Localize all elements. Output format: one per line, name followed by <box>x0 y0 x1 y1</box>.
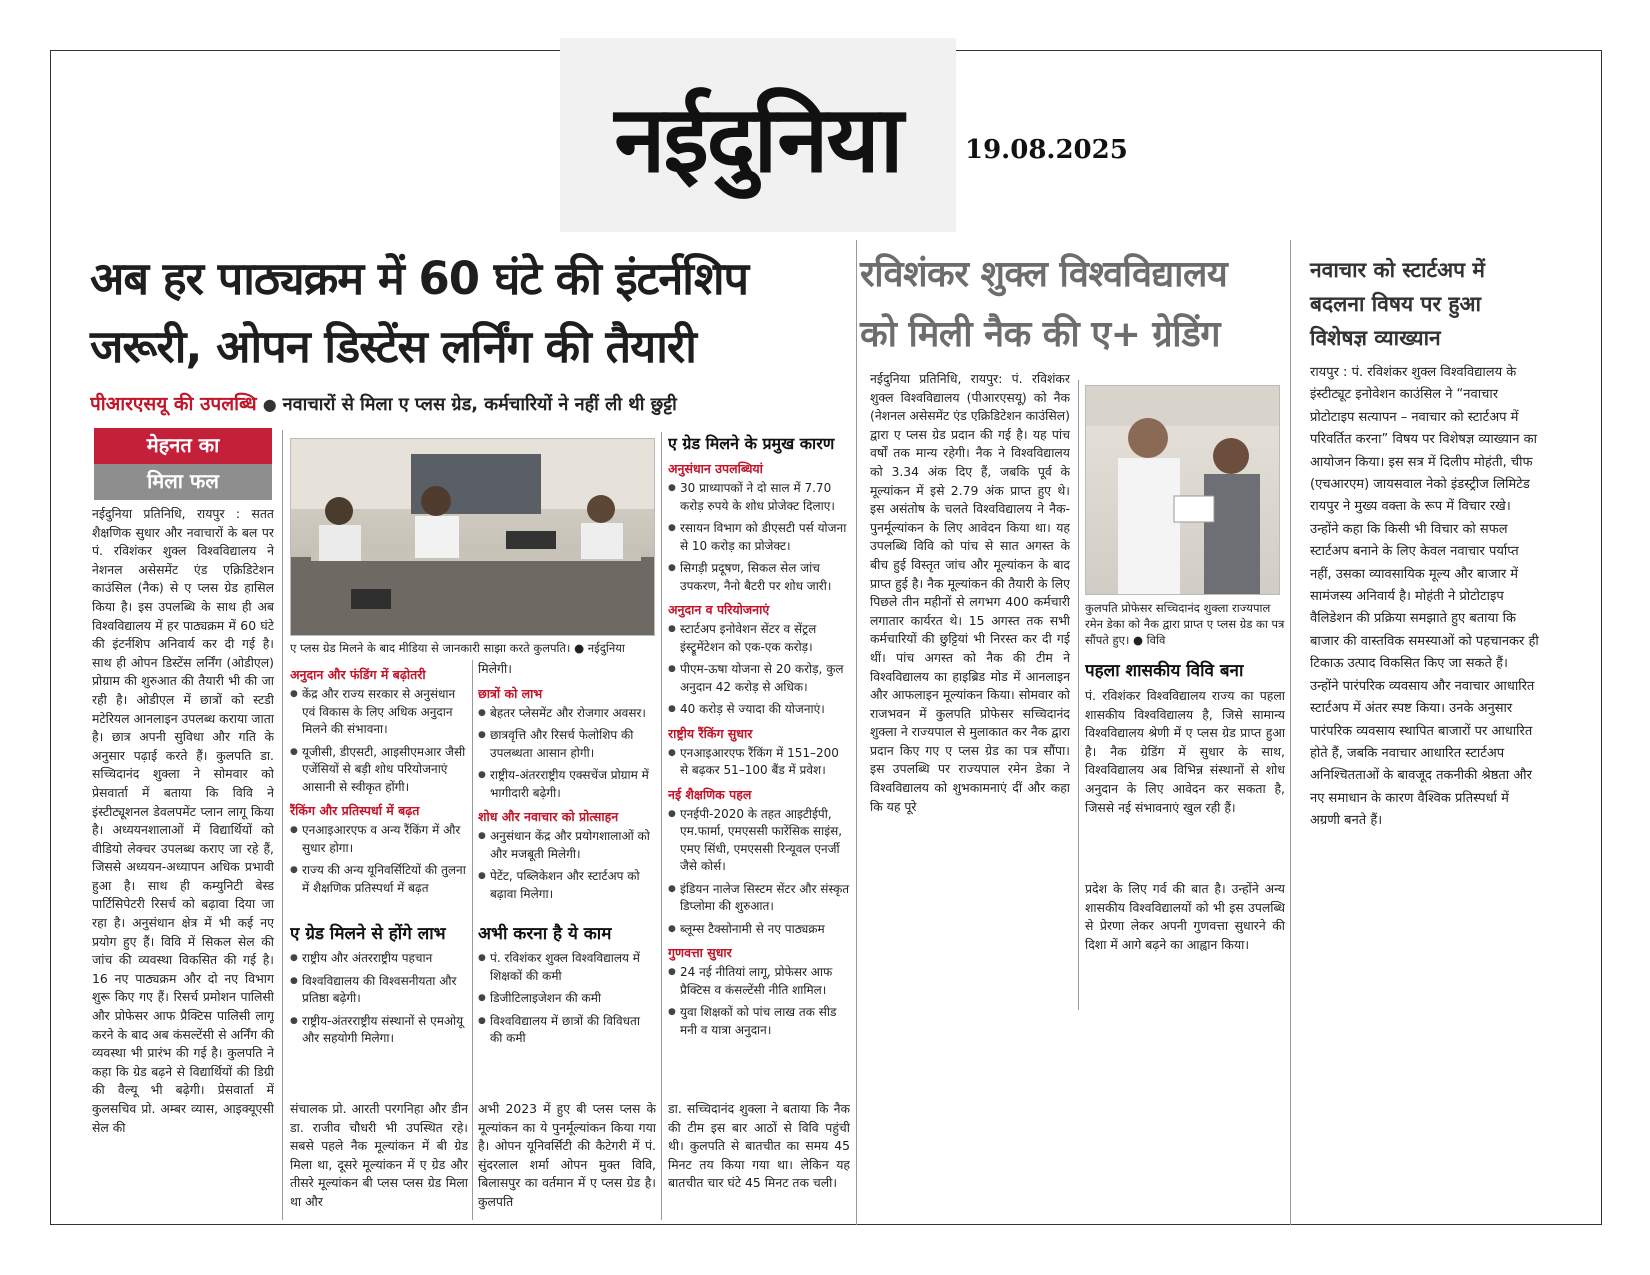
third-story-text: रायपुर : पं. रविशंकर शुक्ल विश्वविद्यालय के इंस्टीट्यूट इनोवेशन काउंसिल ने “नवाचार प्रोटोटाइप सत्यापन – नवाचार को स्टार्टअप में परिवर्तित करना” विषय पर विशेषज्ञ व्याख्यान का आयोजन किया। इस सत्र में दिलीप मोहंती, चीफ (एचआरएम) जायसवाल नेको इंडस्ट्रीज लिमिटेड रायपुर ने मुख्य वक्ता के रूप में विचार रखे। उन्होंने कहा कि किसी भी विचार को सफल स्टार्टअप बनाने के लिए केवल नवाचार पर्याप्त नहीं, उसका व्यावसायिक मूल्य और बाजार में सामंजस्य अनिवार्य है। मोहंती ने प्रोटोटाइप वैलिडेशन की प्रक्रिया समझाते हुए बताया कि बाजार की वास्तविक समस्याओं को पहचानकर ही टिकाऊ उत्पाद विकसित किए जा सकते हैं। उन्होंने पारंपरिक व्यवसाय और नवाचार आधारित स्टार्टअप में अंतर स्पष्ट किया। उनके अनुसार पारंपरिक व्यवसाय स्थापित बाजारों पर आधारित होते हैं, जबकि नवाचार आधारित स्टार्टअप अनिश्चितताओं के बावजूद तकनीकी श्रेष्ठता और नए समाधान के कारण वैश्विक प्रतिस्पर्धा में अग्रणी बनते हैं। <box>1310 365 1539 829</box>
todo-title: अभी करना है ये काम <box>478 924 612 944</box>
research-bullet: ● अनुसंधान केंद्र और प्रयोगशालाओं को और मजबूती मिलेगी। <box>478 828 656 863</box>
third-headline-line2: बदलना विषय पर हुआ <box>1310 292 1481 316</box>
second-headline-line1: रविशंकर शुक्ल विश्वविद्यालय <box>860 254 1228 295</box>
reasons-bullet: ● 24 नई नीतियां लागू, प्रोफेसर आफ प्रैक्टिस व कंसल्टेंसी नीति शामिल। <box>668 964 850 999</box>
research-section-title: शोध और नवाचार को प्रोत्साहन <box>478 809 619 825</box>
todo-bullet: ● पं. रविशंकर शुक्ल विश्वविद्यालय में शिक्षकों की कमी <box>478 950 656 985</box>
reasons-bullet: ● एनईपी-2020 के तहत आइटीईपी, एम.फार्मा, एमएससी फारेंसिक साइंस, एमए सिंधी, एमएससी रिन्यूवल एनर्जी जैसे कोर्स। <box>668 806 850 876</box>
governor-photo-caption: कुलपति प्रोफेसर सच्चिदानंद शुक्ला राज्यपाल रमेन डेका को नैक द्वारा प्राप्त ए प्लस ग्रेड का पत्र सौंपते हुए। ● विवि <box>1085 601 1285 647</box>
bottom-column3-text: अभी 2023 में हुए बी प्लस प्लस के मूल्यांकन का ये पुनर्मूल्यांकन किया गया है। ओपन यूनिवर्सिटी की कैटेगरी में पं. सुंदरलाल शर्मा ओपन मुक्त विवि, बिलासपुर का वर्तमान में ए प्लस ग्रेड है। कुलपति <box>478 1101 656 1209</box>
students-bullet: ● राष्ट्रीय-अंतरराष्ट्रीय एक्सचेंज प्रोग्राम में भागीदारी बढ़ेगी। <box>478 767 656 802</box>
second-story-subhead: पहला शासकीय विवि बना <box>1085 661 1244 681</box>
story-divider <box>1290 240 1291 1225</box>
column-divider <box>472 660 473 1220</box>
research-bullet: ● पेटेंट, पब्लिकेशन और स्टार्टअप को बढ़ावा मिलेगा। <box>478 868 656 900</box>
second-story-text3: प्रदेश के लिए गर्व की बात है। उन्होंने अन्य शासकीय विश्वविद्यालयों को भी इस उपलब्धि से प्रेरणा लेकर अपनी गुणवत्ता सुधारने की दिशा में आगे बढ़ने का आह्वान किया। <box>1085 881 1285 952</box>
bottom-column2-text: संचालक प्रो. आरती परगनिहा और डीन डा. राजीव चौधरी भी उपस्थित रहे। सबसे पहले नैक मूल्यांकन में बी ग्रेड मिला था, दूसरे मूल्यांकन में ए ग्रेड और तीसरे मूल्यांकन बी प्लस प्लस ग्रेड मिला था और <box>290 1101 468 1209</box>
reasons-bullet: ● रसायन विभाग को डीएसटी पर्स योजना से 10 करोड़ का प्रोजेक्ट। <box>668 520 850 555</box>
main-headline <box>90 245 860 381</box>
funding-bullet: ● यूजीसी, डीएसटी, आइसीएमआर जैसी एजेंसियों से बड़ी शोध परियोजनाएं आसानी से स्वीकृत होंगी। <box>290 744 468 797</box>
column-divider <box>282 430 283 1220</box>
badge-bottom: मिला फल <box>94 464 272 500</box>
ranking-bullet: ● एनआइआरएफ व अन्य रैंकिंग में और सुधार होगा। <box>290 822 468 857</box>
ranking-section-title: रैंकिंग और प्रतिस्पर्धा में बढ़त <box>290 803 420 818</box>
main-kicker: पीआरएसयू की उपलब्धि <box>90 393 257 415</box>
reasons-section-title: अनुदान व परियोजनाएं <box>668 602 770 617</box>
press-conference-illustration <box>291 439 655 636</box>
reasons-bullet: ● पीएम-ऊषा योजना से 20 करोड़, कुल अनुदान 42 करोड़ से अधिक। <box>668 661 850 696</box>
second-headline-line2: को मिली नैक की ए+ ग्रेडिंग <box>860 314 1221 355</box>
reasons-section-title: राष्ट्रीय रैंकिंग सुधार <box>668 725 753 741</box>
main-column3-box <box>478 660 656 900</box>
reasons-bullet: ● सिगड़ी प्रदूषण, सिकल सेल जांच उपकरण, नैनो बैटरी पर शोध जारी। <box>668 560 850 595</box>
column3-intro: मिलेगी। <box>478 661 512 676</box>
governor-photo <box>1085 385 1280 595</box>
students-bullet: ● बेहतर प्लेसमेंट और रोजगार अवसर। <box>478 705 656 723</box>
funding-bullet: ● केंद्र और राज्य सरकार से अनुसंधान एवं विकास के लिए अधिक अनुदान मिलने की संभावना। <box>290 686 468 739</box>
main-kicker-row <box>90 390 860 416</box>
badge-top: मेहनत का <box>94 428 272 464</box>
benefits-bullet: ● राष्ट्रीय और अंतरराष्ट्रीय पहचान <box>290 950 468 968</box>
bottom-column4-text: डा. सच्चिदानंद शुक्ला ने बताया कि नैक की टीम इस बार आठों से विवि पहुंची थी। कुलपति से बातचीत का समय 45 मिनट तय किया गया था। लेकिन यह बातचीत चार घंटे 45 मिनट तक चली। <box>668 1101 850 1191</box>
reasons-section-title: अनुसंधान उपलब्धियां <box>668 461 763 476</box>
todo-bullet: ● विश्वविद्यालय में छात्रों की विविधता की कमी <box>478 1013 656 1048</box>
reasons-bullet: ● इंडियन नालेज सिस्टम सेंटर और संस्कृत डिप्लोमा की शुरुआत। <box>668 881 850 916</box>
benefits-bullet: ● विश्वविद्यालय की विश्वसनीयता और प्रतिष्ठा बढ़ेगी। <box>290 973 468 1008</box>
funding-section-title: अनुदान और फंडिंग में बढ़ोतरी <box>290 667 426 682</box>
main-column1-text: नईदुनिया प्रतिनिधि, रायपुर : सतत शैक्षणिक सुधार और नवाचारों के बल पर पं. रविशंकर शुक्ल विश्वविद्यालय ने नेशनल असेसमेंट एंड एक्रिडिटेशन काउंसिल (नैक) से ए प्लस ग्रेड हासिल किया है। इस उपलब्धि के साथ ही अब विश्वविद्यालय में हर पाठ्यक्रम में 60 घंटे की इंटर्नशिप अनिवार्य कर दी गई है। साथ ही ओपन डिस्टेंस लर्निंग (ओडीएल) प्रोग्राम की शुरुआत की तैयारी भी की जा रही है। ओडीएल में छात्रों को स्टडी मटेरियल आनलाइन उपलब्ध कराया जाता है। छात्र अपनी सुविधा और गति के अनुसार पढ़ाई करते हैं। कुलपति डा. सच्चिदानंद शुक्ला ने सोमवार को प्रेसवार्ता में बताया कि विवि ने इंस्टीट्यूशनल डेवलपमेंट प्लान लागू किया है। अध्ययनशालाओं में विद्यार्थियों को वीडियो लेक्चर उपलब्ध कराए जा रहे हैं, जिससे अध्ययन-अध्यापन अधिक प्रभावी हुआ है। साथ ही कम्युनिटी बेस्ड पार्टिसिपेटरी रिसर्च को बढ़ावा दिया जा रहा है। अनुसंधान क्षेत्र में भी कई नए प्रयोग हुए हैं। विवि में सिकल सेल की जांच की व्यवस्था विकसित की गई है। 16 नए पाठ्यक्रम और दो नए विभाग शुरू किए गए हैं। रिसर्च प्रमोशन पालिसी और प्रोफेसर आफ प्रैक्टिस पालिसी लागू करने के बाद अब कंसल्टेंसी से अर्निंग की व्यवस्था भी प्रारंभ की गई है। कुलपति ने कहा कि ग्रेड बढ़ने से विद्यार्थियों की डिग्री की वैल्यू भी बढ़ेगी। प्रेसवार्ता में कुलसचिव प्रो. अम्बर व्यास, आइक्यूएसी सेल की <box>92 506 274 1135</box>
todo-box <box>478 915 656 1095</box>
reasons-bullet: ● युवा शिक्षकों को पांच लाख तक सीड मनी व यात्रा अनुदान। <box>668 1004 850 1039</box>
students-section-title: छात्रों को लाभ <box>478 685 543 701</box>
press-conference-photo <box>290 438 655 636</box>
column-divider <box>661 432 662 1220</box>
second-headline <box>860 245 1240 365</box>
ranking-bullet: ● राज्य की अन्य यूनिवर्सिटियों की तुलना में शैक्षणिक प्रतिस्पर्धा में बढ़त <box>290 862 468 897</box>
third-headline <box>1310 253 1530 355</box>
bullet-icon: ● <box>262 395 277 414</box>
reasons-bullet: ● ब्लूम्स टैक्सोनामी से नए पाठ्यक्रम <box>668 921 850 939</box>
students-bullet: ● छात्रवृत्ति और रिसर्च फेलोशिप की उपलब्धता आसान होगी। <box>478 727 656 762</box>
reasons-box <box>668 432 850 1097</box>
press-photo-caption: ए प्लस ग्रेड मिलने के बाद मीडिया से जानकारी साझा करते कुलपति। ● नईदुनिया <box>290 641 625 655</box>
story-divider <box>856 240 857 1225</box>
second-story-text2: पं. रविशंकर विश्वविद्यालय राज्य का पहला शासकीय विश्वविद्यालय है, जिसे सामान्य विश्वविद्यालय श्रेणी में ए प्लस ग्रेड प्राप्त हुआ है। नैक ग्रेडिंग में सुधार के साथ, विश्वविद्यालय अब विभिन्न संस्थानों से शोध अनुदान के लिए आवेदन कर सकता है, जिससे नई संभावनाएं खुल रही हैं। <box>1085 688 1285 815</box>
todo-bullet: ● डिजीटिलाइजेशन की कमी <box>478 990 656 1008</box>
main-headline-line2: जरूरी, ओपन डिस्टेंस लर्निंग की तैयारी <box>90 320 696 373</box>
main-column2-box <box>290 660 468 900</box>
reasons-title: ए ग्रेड मिलने के प्रमुख कारण <box>668 434 835 453</box>
third-headline-line1: नवाचार को स्टार्टअप में <box>1310 258 1485 282</box>
main-headline-line1: अब हर पाठ्यक्रम में 60 घंटे की इंटर्नशिप <box>90 252 749 305</box>
benefits-bullet: ● राष्ट्रीय-अंतरराष्ट्रीय संस्थानों से एमओयू और सहयोगी मिलेगा। <box>290 1013 468 1048</box>
main-subhead: नवाचारों से मिला ए प्लस ग्रेड, कर्मचारियों ने नहीं ली थी छुट्टी <box>282 394 677 415</box>
governor-handover-illustration <box>1086 386 1280 595</box>
reasons-bullet: ● एनआइआरएफ रैंकिंग में 151–200 से बढ़कर 51–100 बैंड में प्रवेश। <box>668 745 850 780</box>
reasons-bullet: ● 30 प्राध्यापकों ने दो साल में 7.70 करोड़ रुपये के शोध प्रोजेक्ट दिलाए। <box>668 480 850 515</box>
reasons-section-title: नई शैक्षणिक पहल <box>668 786 752 802</box>
benefits-box <box>290 915 468 1095</box>
second-story-column2 <box>1085 652 1285 862</box>
publication-date: 19.08.2025 <box>965 135 1128 165</box>
third-headline-line3: विशेषज्ञ व्याख्यान <box>1310 326 1441 350</box>
reasons-section-title: गुणवत्ता सुधार <box>668 945 732 960</box>
newspaper-logo: नईदुनिया <box>614 84 902 193</box>
newspaper-masthead <box>560 38 956 232</box>
second-story-text1: नईदुनिया प्रतिनिधि, रायपुर: पं. रविशंकर शुक्ल विश्वविद्यालय (पीआरएसयू) को नैक (नेशनल असेसमेंट एंड एक्रिडिटेशन काउंसिल) द्वारा ए प्लस ग्रेड प्रदान की गई है। यह पांच वर्षों तक मान्य रहेगी। नैक ने विश्वविद्यालय को 3.34 अंक दिए हैं, जबकि पूर्व के मूल्यांकन में इसे 2.79 अंक प्राप्त हुए थे। इस असंतोष के चलते विश्वविद्यालय ने नैक-पुनर्मूल्यांकन के लिए आवेदन किया था। यह उपलब्धि विवि को पांच से सात अगस्त के बीच हुई विस्तृत जांच और मूल्यांकन के बाद प्राप्त हुई है। नैक मूल्यांकन की तैयारी के लिए पिछले तीन महीनों से लगभग 400 कर्मचारी लगातार कार्यरत थे। 15 अगस्त तक सभी कर्मचारियों की छुट्टियां भी निरस्त कर दी गई थीं। पांच अगस्त को नैक की टीम ने विश्वविद्यालय का हाइब्रिड मोड में आनलाइन और आफलाइन मूल्यांकन किया। सोमवार को राजभवन में कुलपति प्रोफेसर सच्चिदानंद शुक्ला ने राज्यपाल से मुलाकात कर नैक द्वारा प्रदान किए गए ए प्लस ग्रेड का पत्र सौंपा। इस उपलब्धि पर राज्यपाल रमेन डेका ने विश्वविद्यालय को शुभकामनाएं दीं और कहा कि यह पूरे <box>870 371 1070 814</box>
column-divider <box>1078 380 1079 1010</box>
reasons-bullet: ● स्टार्टअप इनोवेशन सेंटर व सेंट्रल इंस्ट्रूमेंटेशन को एक-एक करोड़। <box>668 621 850 656</box>
reasons-bullet: ● 40 करोड़ से ज्यादा की योजनाएं। <box>668 701 850 719</box>
benefits-title: ए ग्रेड मिलने से होंगे लाभ <box>290 924 446 944</box>
